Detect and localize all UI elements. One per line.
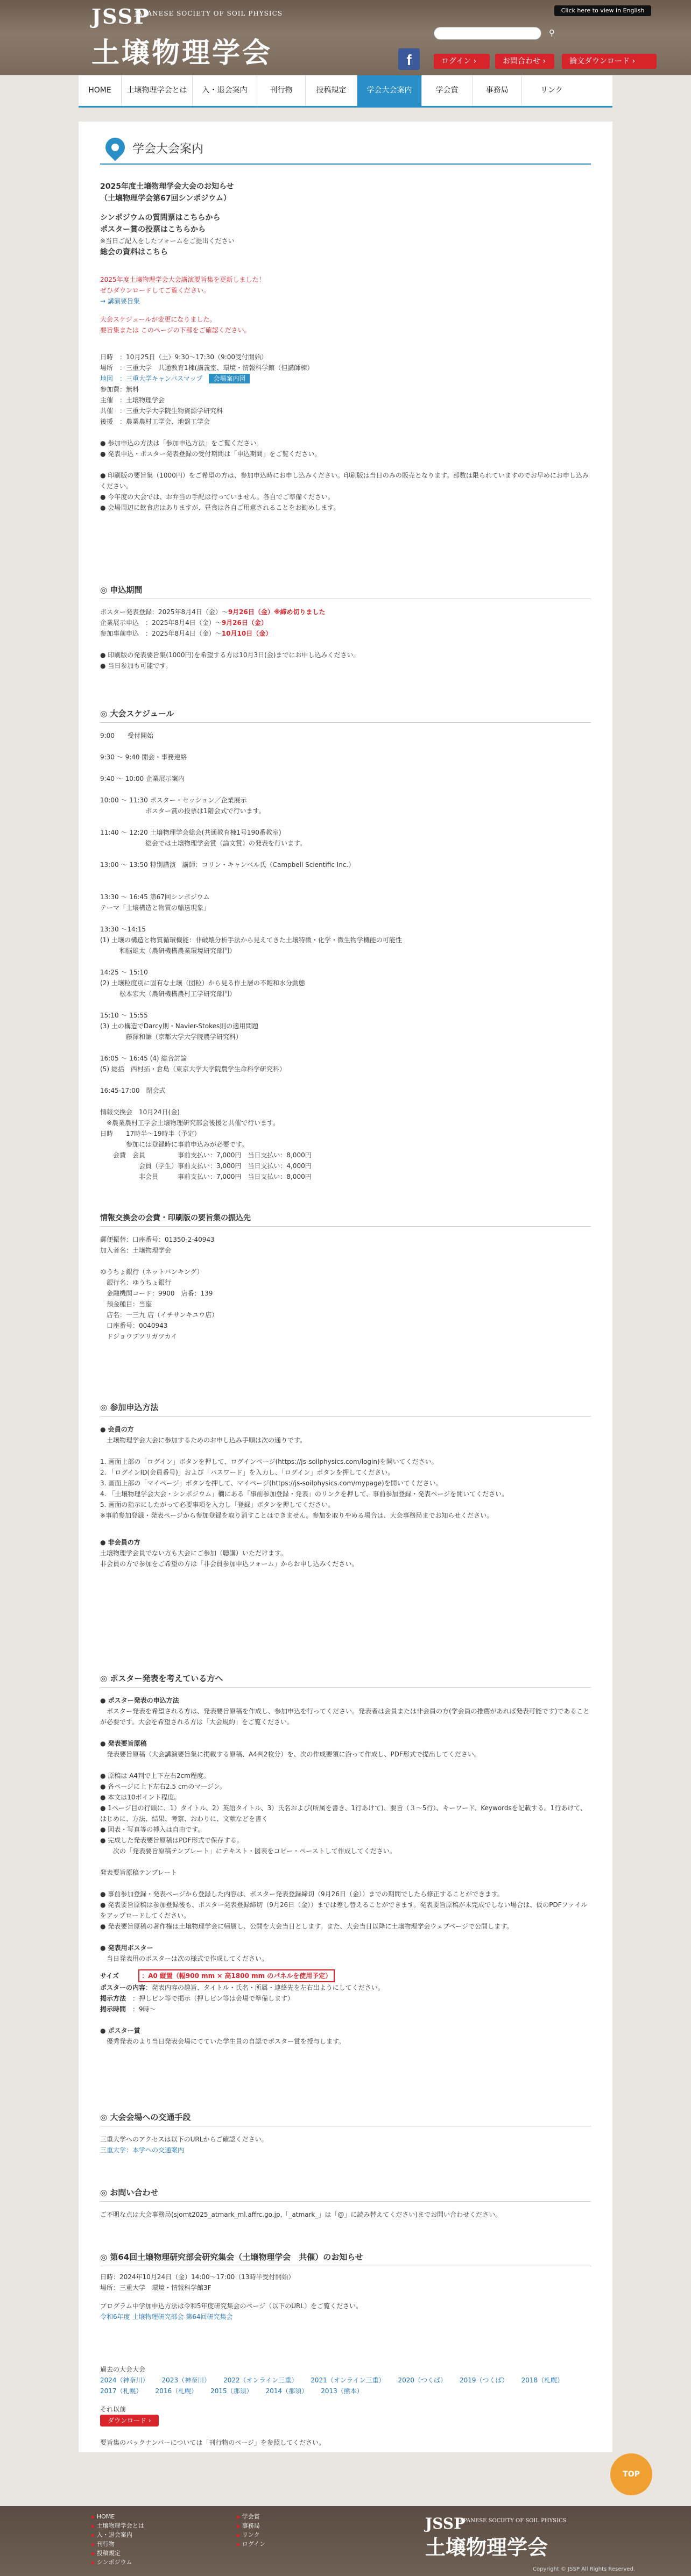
poster-section [100,1673,591,2047]
abstract-line: ● 完成した発表要旨原稿はPDF形式で保存する。 [100,1837,243,1844]
past-conference-link[interactable]: 2022（オンライン三重） [223,2376,298,2384]
login-button[interactable]: ログイン › [434,54,490,69]
schedule-line: 11:40 〜 12:20 土壌物理学会総会(共通教育棟1号190番教室) [100,829,281,836]
nav-links[interactable]: リンク [540,86,563,95]
abstract-manuscript-heading: ● 発表要旨原稿 [100,1740,147,1747]
abstract-line: ● 各ページに上下左右2.5 cmのマージン。 [100,1783,226,1790]
access-text: 三重大学へのアクセスは以下のURLからご確認ください。 [100,2136,268,2143]
joint-meeting-program: プログラム中学加申込方法は令和5年度研究集会のページ（以下のURL）をご覧ください。 [100,2302,363,2310]
footer-link-publications[interactable]: ▶ 刊行物 [91,2540,144,2549]
schedule-line: (2) 土壌粒度別に固有な土壌（団粒）から見る作土層の不飽和水分動態 [100,979,305,987]
footer-link-submission[interactable]: ▶ 投稿規定 [91,2549,144,2558]
schedule-line [100,999,591,1010]
earlier-download-button[interactable]: ダウンロード › [100,2415,159,2426]
poster-format-heading: ● 発表用ポスター [100,1944,153,1952]
poster-apply-line: ポスター発表を希望される方は、発表要旨原稿を作成し、参加申込を行ってください。発表者は会員または非会員の方(学会員の推薦があれば発表可能です)であることが必要です。大会を希望される方は「大会規約」をご覧ください。 [100,1707,590,1726]
joint-meeting-heading: ◎ 第64回土壌物理研究部会研究集会（土壌物理学会 共催）のお知らせ [100,2251,591,2266]
logo-english: JAPANESE SOCIETY OF SOIL PHYSICS [135,10,283,17]
past-conference-link[interactable]: 2023（神奈川） [161,2376,211,2384]
apply-period-note-2: ● 当日参加も可能です。 [100,662,172,670]
poster-time: 掲示時間 ：9時〜 [100,2005,156,2013]
schedule-line: 松本宏大（農研機構農村工学研究部門） [100,990,236,998]
past-conference-link[interactable]: 2018（札幌） [521,2376,564,2384]
access-section [100,2111,591,2155]
schedule-line: 藤澤和謙（京都大学大学院農学研究科） [100,1033,243,1041]
past-conference-link[interactable]: 2021（オンライン三重） [311,2376,385,2384]
payment-line: 銀行名：ゆうちょ銀行 [100,1279,172,1286]
date-line: 日時 ：10月25日（土）9:30〜17:30（9:00受付開始） [100,353,268,361]
page-title: 学会大会案内 [132,143,204,156]
past-conference-link[interactable]: 2024（神奈川） [100,2376,149,2384]
member-step-line: ※事前参加登録・発表ページから参加登録を取り消すことはできません。参加を取りやめる場合は、大会事務局までお知らせください。 [100,1512,493,1519]
exhibit-application-period: 企業展示申込 ：2025年8月4日（金）〜9月26日（金） [100,619,267,627]
schedule-line [100,784,591,795]
member-step-line: 4. 「土壌物理学会大会・シンポジウム」欄にある「事前参加登録・発表」のリンクを押して、事前参加登録・発表ページを開いてください。 [100,1490,509,1498]
abstract-line [100,1856,591,1867]
schedule-line [100,870,591,881]
abstract-line [100,1878,591,1889]
back-number-note: 要旨集のバックナンバーについては「刊行物のページ」を参照してください。 [100,2439,326,2446]
nav-publications[interactable]: 刊行物 [257,75,306,106]
contact-button[interactable]: お問合わせ › [495,54,554,69]
poster-size: サイズ ：A0 縦置（幅900 mm × 高1800 mm のパネルを使用予定） [100,1969,591,1982]
logo-japanese: 土壌物理学会 [91,37,273,69]
schedule-change-notice: 大会スケジュールが変更になりました。 [100,316,216,323]
joint-meeting-link[interactable]: 令和6年度 土壌物理研究部会 第64回研究集会 [100,2313,233,2321]
footer-nav-2 [237,2513,265,2549]
abstract-line: ● 事前参加登録・発表ページから登録した内容は、ポスター発表登録締切（9月26日（金））までの期間でしたら修正することができます。 [100,1890,504,1898]
symposium-question-link[interactable]: シンポジウムの質問票はこちらから [100,214,221,222]
venue-line: 場所 ：三重大学 共通教育1棟(講義室、環境・情報科学館（但講師棟） [100,364,314,372]
past-conferences-section [100,2364,591,2448]
schedule-line: 会員（学生）事前支払い：3,000円 当日支払い：4,000円 [100,1162,312,1170]
footer-link-login[interactable]: ▶ ログイン [237,2540,265,2549]
poster-format-intro: 当日発表用のポスターは次の様式で作成してください。 [100,1955,269,1962]
nav-membership[interactable]: 入・退会案内 [193,75,257,106]
nonmember-heading: ● 非会員の方 [100,1539,140,1546]
copyright: Copyright © JSSP All Rights Reserved. [533,2566,636,2572]
past-conferences-label: 過去の大会大会 [100,2366,146,2373]
schedule-line: (1) 土壌の構造と物質循環機能：非破壊分析手法から見えてきた土壌特徴・化学・微生物学機能の可能性 [100,936,402,944]
access-link[interactable]: 三重大学：本学への交通案内 [100,2146,185,2154]
schedule-line [100,1096,591,1107]
abstract-line: ● 発表要旨原稿は参加登録後も、ポスター発表登録締切（9月26日（金））までは差し替えることができます。発表要旨原稿が未完成でしない場合は、仮のPDFファイルをアップロードしてください。 [100,1901,588,1919]
schedule-line: 非会員 事前支払い：7,000円 当日支払い：8,000円 [100,1173,312,1180]
past-conference-link[interactable]: 2020（つくば） [398,2376,447,2384]
payment-line: ゆうちょ銀行（ネットバンキング） [100,1268,203,1276]
payment-line: 預金種目：当座 [100,1300,152,1308]
joint-meeting-date: 日時：2024年10月24日（金）14:00〜17:00（13時半受付開始） [100,2273,295,2281]
bullet-restaurants: ● 会場周辺に飲食店はありますが、昼食は各自ご用意されることをお勧めします。 [100,504,340,511]
member-step-line: 2. 「ログインID(会員番号)」および「パスワード」を入力し、「ログイン」ボタンを押してください。 [100,1469,394,1476]
past-conference-link[interactable]: 2015（那須） [210,2387,253,2395]
member-step-line [100,1446,591,1456]
nonmember-steps [100,1548,591,1569]
payment-line: 金融機関コード：9900 店番：139 [100,1290,213,1297]
payment-line: 加入者名：土壌物理学会 [100,1247,172,1254]
footer-link-symposium[interactable]: ▶ シンポジウム [91,2558,144,2567]
poster-registration-period: ポスター発表登録：2025年8月4日（金）〜9月26日（金）※締め切りました [100,608,326,616]
schedule-line: 和脳雄太（農研機構農業環境研究部門） [100,947,236,955]
past-conference-link[interactable]: 2013（熊本） [321,2387,363,2395]
bullet-lunch: ● 今年度の大会では、お弁当の手配は行っていません。各自でご準備ください。 [100,493,335,501]
nav-home[interactable]: HOME [79,75,122,106]
page-heading [100,138,591,165]
schedule-line: 総会では土壌物理学会賞（論文賞）の発表を行います。 [100,839,307,847]
abstract-update-notice: 2025年度土壌物理学会大会講演要旨集を更新しました！ [100,276,265,283]
nav-submission-rules[interactable]: 投稿規定 [306,75,357,106]
schedule-line: 14:25 〜 15:10 [100,969,148,976]
bullet-apply-method: ● 参加申込の方法は「参加申込方法」をご覧ください。 [100,439,263,447]
search-icon[interactable]: ⚲ [549,28,555,38]
back-to-top-button[interactable]: TOP [610,2453,652,2495]
poster-award-line: 優秀発表のより当日発表会場にてていた学生員の自認でポスター賞を授与します。 [100,2038,346,2045]
abstract-line: ● 本文は10ポイント程度。 [100,1794,181,1801]
schedule-line: 16:05 〜 16:45 (4) 総合討論 [100,1055,187,1062]
schedule-line [100,956,591,967]
english-button[interactable]: Click here to view in English [554,5,651,16]
abstract-line: ● 1ページ目の行頭に、1）タイトル、2）英語タイトル、3）氏名および(所属を書き、1行あけて)、要旨（３〜5行）、キーワード、Keywordsを記載する。1行あけて、はじめに、方法、結果、考察、おわりに、文献などを書く [100,1804,587,1823]
poster-method: 掲示方法 ：押しピン等で掲示（押しピン等は会場で準備します） [100,1995,294,2002]
map-line [100,373,591,384]
poster-award-text [100,2036,591,2047]
footer-link-awards[interactable]: ▶ 学会賞 [237,2513,265,2522]
footer-logo-japanese: 土壌物理学会 [425,2535,548,2559]
abstract-line: ● 発表要旨原稿の著作権は土壌物理学会に帰属し、公開を大会当日とします。また、大会当日以降に土壌物理学会ウェブページで公開します。 [100,1923,513,1930]
footer-link-office[interactable]: ▶ 事務局 [237,2522,265,2531]
schedule-line [100,741,591,752]
poster-award-heading: ● ポスター賞 [100,2027,140,2034]
main-content [79,122,612,2452]
abstract-line: 発表要旨原稿（大会講演要旨集に掲載する原稿、A4判2枚分）を、次の作成要領に沿って作成し、PDF形式で提出してください。 [100,1750,481,1758]
paper-download-button[interactable]: 論文ダウンロード › [562,54,657,69]
schedule-line: 参加には登録時に事前申込みが必要です。 [100,1141,249,1148]
poster-heading: ◎ ポスター発表を考えている方へ [100,1673,591,1688]
member-step-line: 1. 画面上部の「ログイン」ボタンを押して、ログインページ(https://js-soilphysics.com/login)を開いてください。 [100,1458,438,1465]
schedule-line: (3) 土の構造でDarcy則・Navier-Stokes則の適用問題 [100,1022,259,1030]
nav-office[interactable]: 事務局 [473,75,522,106]
payment-section [100,1212,591,1342]
campus-map-link[interactable]: 地図 ：三重大学キャンパスマップ [100,375,203,382]
member-step-line: 5. 画面の指示にしたがって必要事項を入力し「登録」ボタンを押してください。 [100,1501,335,1508]
announce-subtitle: （土壌物理学会第67回シンポジウム） [100,194,231,203]
main-nav [79,75,612,108]
poster-apply-text [100,1706,591,1727]
schedule-line: 会費 会員 事前支払い：7,000円 当日支払い：8,000円 [100,1151,312,1159]
schedule-line: 9:00 受付開始 [100,732,153,739]
general-meeting-materials-link[interactable]: 総会の資料はこちら [100,248,168,257]
schedule-line: 10:00 〜 11:30 ポスター・セッション／企業展示 [100,796,247,804]
payment-line: 店名：一三九 店（イチサンキユウ店） [100,1311,218,1319]
past-conference-link[interactable]: 2014（那須） [265,2387,308,2395]
fee-line: 参加費：無料 [100,386,139,393]
abstract-line [100,1760,591,1770]
schedule-line: 9:30 〜 9:40 開会・事務連絡 [100,753,187,761]
past-conferences-links [100,2375,591,2396]
schedule-section [100,708,591,1182]
site-footer [0,2506,691,2576]
abstract-book-link[interactable]: → 講演要旨集 [100,297,140,305]
nonmember-line: 土壌物理学会員でない方も大会にご参加（聴講）いただけます。 [100,1549,287,1557]
pin-icon [102,134,129,161]
payment-heading: 情報交換会の会費・印刷版の要旨集の振込先 [100,1212,591,1227]
schedule-line: 16:45-17:00 閉会式 [100,1087,166,1094]
nav-conference[interactable]: 学会大会案内 [357,75,422,106]
bullet-printed-abstract: ● 印刷版の要旨集（1000円）をご希望の方は、参加申込時にお申し込みください。印刷版は当日のみの販売となります。部数は限られていますのでお早めにお申し込みください。 [100,472,589,490]
schedule-line: 情報交換会 10月24日(金) [100,1108,180,1116]
abstract-line: ● 原稿は A4判で上下左右2cm程度。 [100,1772,210,1780]
inquiry-heading: ◎ お問い合わせ [100,2187,591,2202]
nav-about[interactable]: 土壌物理学会とは [122,75,193,106]
schedule-line: (5) 総括 西村拓・倉島（東京大学大学院農学生命科学研究科） [100,1065,286,1073]
poster-content: ポスターの内容：発表内容の趣旨、タイトル・氏名・所属・連絡先を左右出ようにしてください。 [100,1984,384,1991]
schedule-line [100,913,591,924]
schedule-line: 9:40 〜 10:00 企業展示案内 [100,775,185,782]
nonmember-line: 非会員の方で参加をご希望の方は「非会員参加申込フォーム」からお申し込みください。 [100,1560,358,1568]
how-to-apply-heading: ◎ 参加申込方法 [100,1401,591,1417]
apply-period-note-1: ● 印刷版の発表要旨集(1000円)を希望する方は10月3日(金)までにお申し込みください。 [100,651,360,659]
schedule-line: 15:10 〜 15:55 [100,1012,148,1019]
how-to-apply-section [100,1401,591,1569]
footer-link-home[interactable]: ▶ HOME [91,2513,144,2522]
apply-period-section [100,584,591,671]
host-line: 主催 ：土壌物理学会 [100,396,165,404]
support-line: 後援 ：農業農村工学会、地盤工学会 [100,418,210,425]
access-heading: ◎ 大会会場への交通手段 [100,2111,591,2126]
venue-map-button[interactable]: 会場案内図 [209,374,250,383]
member-steps [100,1435,591,1521]
poster-vote-link[interactable]: ポスター賞の投票はこちらから [100,225,206,234]
announce-title: 2025年度土壌物理学会大会のお知らせ [100,182,234,191]
past-conference-link[interactable]: 2017（札幌） [100,2387,143,2395]
member-step-line: 3. 画面上部の「マイページ」ボタンを押して、マイページ(https://js-soilphysics.com/mypage)を開いてください。 [100,1479,442,1487]
form-note: ※当日ご記入をしたフォームをご提出ください [100,237,235,245]
cohost-line: 共催 ：三重大学大学院生物資源学研究科 [100,407,223,415]
intro-section [100,181,591,513]
past-conference-link[interactable]: 2016（札幌） [155,2387,198,2395]
schedule-line [100,816,591,827]
schedule-heading: ◎ 大会スケジュール [100,708,591,723]
payment-line [100,1256,591,1266]
schedule-line: ※農業農村工学会土壌物理研究部会後援と共催で行います。 [100,1119,280,1127]
footer-link-about[interactable]: ▶ 土壌物理学会とは [91,2522,144,2531]
schedule-line [100,763,591,773]
schedule-line: 日時 17時半〜19時半（予定） [100,1130,201,1137]
header-utilities [398,5,657,70]
pre-registration-period: 参加事前申込 ：2025年8月4日（金）〜10月10日（金） [100,630,272,637]
search-input[interactable] [434,27,541,40]
member-heading: ● 会員の方 [100,1426,134,1433]
footer-nav-1 [91,2513,144,2567]
schedule-line [100,881,591,892]
schedule-line: 13:00 〜 13:50 特別講演 講師：コリン・キャンベル氏（Campbell Scientific Inc.） [100,861,355,869]
schedule-line: 13:30 〜14:15 [100,926,146,933]
joint-meeting-venue: 場所：三重大学 環境・情報科学館3F [100,2284,211,2292]
schedule-line: ポスター賞の投票は1階会式で行います。 [100,807,265,815]
footer-logo-jssp: JSSP [425,2515,466,2532]
bullet-apply-period: ● 発表申込・ポスター発表登録の受付期間は「申込期間」をご覧ください。 [100,450,321,458]
nav-awards[interactable]: 学会賞 [422,75,473,106]
joint-meeting-section [100,2251,591,2322]
abstract-line: 発表要旨原稿テンプレート [100,1869,177,1876]
site-header [0,0,691,75]
earlier-label: それ以前 [100,2406,126,2413]
past-conference-link[interactable]: 2019（つくば） [460,2376,509,2384]
schedule-line [100,849,591,859]
schedule-list [100,730,591,1182]
footer-logo-english: JAPANESE SOCIETY OF SOIL PHYSICS [457,2518,567,2524]
inquiry-section [100,2187,591,2220]
schedule-check-notice: 要旨集または このページの下部をご確認ください。 [100,326,251,334]
schedule-line [100,1074,591,1085]
footer-link-links[interactable]: ▶ リンク [237,2531,265,2540]
site-logo[interactable] [91,4,323,69]
facebook-icon[interactable]: f [398,48,420,70]
schedule-line [100,1042,591,1053]
payment-list [100,1234,591,1342]
inquiry-text: ご不明な点は大会事務局(sjomt2025_atmark_ml.affrc.go.jp,「_atmark_」は「@」に読み替えてください)までお問い合わせください。 [100,2211,502,2218]
abstract-download-notice: ぜひダウンロードしてご覧ください。 [100,287,210,294]
schedule-line: テーマ「土壌構造と物質の輸送現象」 [100,904,210,912]
apply-period-heading: ◎ 申込期間 [100,584,591,599]
abstract-manuscript-text [100,1749,591,1932]
payment-line: ドジョウブツリガツカイ [100,1333,178,1340]
logo-jssp: JSSP [91,4,150,29]
abstract-line: 次の「発表要旨原稿テンプレート」にテキスト・図表をコピー・ペーストして作成してください。 [100,1847,396,1855]
schedule-line: 13:30 〜 16:45 第67回シンポジウム [100,893,210,901]
footer-link-membership[interactable]: ▶ 入・退会案内 [91,2531,144,2540]
member-step-line: 土壌物理学会大会に参加するためのお申し込み手順は次の通りです。 [100,1436,307,1444]
poster-apply-heading: ● ポスター発表の申込方法 [100,1697,179,1704]
payment-line: 郵便振替：口座番号：01350-2-40943 [100,1236,215,1243]
abstract-line: ● 図表・写真等の挿入は自由です。 [100,1826,205,1833]
payment-line: 口座番号：0040943 [100,1322,168,1329]
